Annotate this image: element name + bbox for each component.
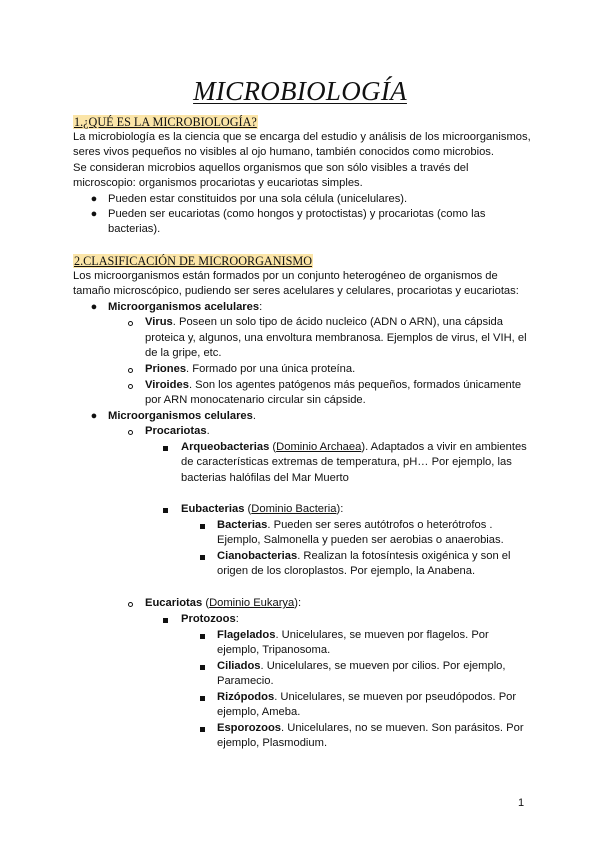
procariotas-suffix: . <box>206 425 210 437</box>
esporozoos-name: Esporozoos <box>217 722 282 734</box>
virus-name: Virus <box>145 316 173 328</box>
document-title: MICROBIOLOGÍA <box>193 76 407 106</box>
eucariotas-close: ): <box>294 597 302 609</box>
eucariotas-label: Eucariotas <box>145 597 203 609</box>
celulares-label: Microorganismos celulares <box>108 410 253 422</box>
eubacterias-close: ): <box>336 503 344 515</box>
bullet-square-icon <box>200 524 205 529</box>
bullet-square-icon <box>163 508 168 513</box>
acelulares-item <box>108 300 262 316</box>
bullet-square-icon <box>200 665 205 670</box>
section-1-line-3: Se consideran microbios aquellos organismos que son sólo visibles a través del <box>73 162 469 174</box>
procariotas-item <box>145 424 210 440</box>
ciano-line-2: origen de los cloroplastos. Por ejemplo, la Anabena. <box>217 565 476 577</box>
viroides-line-1 <box>145 378 521 394</box>
section-1-heading-text: 1.¿QUÉ ES LA MICROBIOLOGÍA? <box>74 115 257 129</box>
flagelados-line-2: ejemplo, Tripanosoma. <box>217 644 331 656</box>
page-number: 1 <box>518 797 525 809</box>
acelulares-label: Microorganismos acelulares <box>108 301 260 313</box>
section-1-bullet-2-cont: bacterias). <box>108 223 161 235</box>
bacterias-text-1: . Pueden ser seres autótrofos o heterótrofos . <box>267 519 493 531</box>
arqueo-text-1: ). Adaptados a vivir en ambientes <box>361 441 527 453</box>
bullet-square-icon <box>200 696 205 701</box>
arqueo-open: ( <box>269 441 277 453</box>
rizopodos-name: Rizópodos <box>217 691 275 703</box>
esporozoos-line-2: ejemplo, Plasmodium. <box>217 737 328 749</box>
section-1-line-4: microscopio: organismos procariotas y eucariotas simples. <box>73 177 363 189</box>
section-1-line-2: seres vivos pequeños no visibles al ojo humano, también conocidos como microbios. <box>73 146 494 158</box>
virus-text-1: . Poseen un solo tipo de ácido nucleico (ADN o ARN), una cápsida <box>172 316 504 328</box>
eucariotas-open: ( <box>202 597 210 609</box>
virus-line-2: proteica y, algunos, una envoltura membranosa. Ejemplos de virus, el VIH, el <box>145 332 527 344</box>
arqueo-line-1 <box>181 440 527 456</box>
section-2-intro-2: tamaño microscópico, pudiendo ser seres acelulares y celulares, procariotas y eucariotas: <box>73 285 519 297</box>
viroides-line-2: por ARN monocatenario circular sin cápside. <box>145 394 366 406</box>
bacterias-name: Bacterias <box>217 519 268 531</box>
ciliados-text-1: . Unicelulares, se mueven por cilios. Por ejemplo, <box>260 660 506 672</box>
viroides-name: Viroides <box>145 379 189 391</box>
bullet-circle-icon <box>128 368 133 373</box>
bullet-square-icon <box>163 618 168 623</box>
flagelados-text-1: . Unicelulares, se mueven por flagelos. Por <box>275 629 489 641</box>
priones-line <box>145 362 355 378</box>
bullet-square-icon <box>163 446 168 451</box>
section-2-heading <box>73 254 313 269</box>
bullet-square-icon <box>200 634 205 639</box>
protozoos-label: Protozoos <box>181 613 236 625</box>
acelulares-suffix: : <box>259 301 263 313</box>
arqueo-line-2: de características extremas de temperatura, pH… Por ejemplo, las <box>181 456 512 468</box>
section-1-bullet-2: Pueden ser eucariotas (como hongos y protoctistas) y procariotas (como las <box>108 208 486 220</box>
ciliados-line-2: Paramecio. <box>217 675 274 687</box>
bullet-dot-icon: ● <box>90 301 98 313</box>
bacterias-line-1 <box>217 518 493 534</box>
bullet-circle-icon <box>128 602 133 607</box>
rizopodos-text-1: . Unicelulares, se mueven por pseudópodos. Por <box>274 691 517 703</box>
arqueo-line-3: bacterias halófilas del Mar Muerto <box>181 472 349 484</box>
bacterias-line-2: Ejemplo, Salmonella y pueden ser aerobias o anaerobias. <box>217 534 504 546</box>
celulares-item <box>108 409 256 425</box>
eubacterias-domain: Dominio Bacteria <box>251 503 337 515</box>
priones-text: . Formado por una única proteína. <box>186 363 356 375</box>
section-1-heading <box>73 115 258 130</box>
section-2-intro-1: Los microorganismos están formados por un conjunto heterogéneo de organismos de <box>73 270 498 282</box>
bullet-circle-icon <box>128 430 133 435</box>
flagelados-line-1 <box>217 628 489 644</box>
bullet-circle-icon <box>128 321 133 326</box>
section-1-bullet-1: Pueden estar constituidos por una sola célula (unicelulares). <box>108 193 408 205</box>
eucariotas-item <box>145 596 301 612</box>
protozoos-suffix: : <box>235 613 239 625</box>
bullet-square-icon <box>200 727 205 732</box>
bullet-square-icon <box>200 555 205 560</box>
ciano-text-1: . Realizan la fotosíntesis oxigénica y son el <box>297 550 511 562</box>
flagelados-name: Flagelados <box>217 629 276 641</box>
protozoos-item <box>181 612 239 628</box>
ciliados-name: Ciliados <box>217 660 261 672</box>
eubacterias-open: ( <box>244 503 252 515</box>
procariotas-label: Procariotas <box>145 425 207 437</box>
eubacterias-item <box>181 502 343 518</box>
ciano-name: Cianobacterias <box>217 550 298 562</box>
bullet-dot-icon: ● <box>90 193 98 205</box>
viroides-text-1: . Son los agentes patógenos más pequeños, formados únicamente <box>188 379 522 391</box>
bullet-circle-icon <box>128 384 133 389</box>
arqueo-name: Arqueobacterias <box>181 441 270 453</box>
esporozoos-text-1: . Unicelulares, no se mueven. Son parásitos. Por <box>281 722 524 734</box>
ciliados-line-1 <box>217 659 506 675</box>
bullet-dot-icon: ● <box>90 410 98 422</box>
celulares-suffix: . <box>252 410 256 422</box>
esporozoos-line-1 <box>217 721 524 737</box>
virus-line-1 <box>145 315 503 331</box>
rizopodos-line-1 <box>217 690 516 706</box>
section-2-heading-text: 2.CLASIFICACIÓN DE MICROORGANISMO <box>74 254 313 268</box>
priones-name: Priones <box>145 363 187 375</box>
rizopodos-line-2: ejemplo, Ameba. <box>217 706 301 718</box>
eucariotas-domain: Dominio Eukarya <box>209 597 295 609</box>
eubacterias-name: Eubacterias <box>181 503 245 515</box>
section-1-line-1: La microbiología es la ciencia que se encarga del estudio y análisis de los microorganismos, <box>73 131 531 143</box>
bullet-dot-icon: ● <box>90 208 98 220</box>
arqueo-domain: Dominio Archaea <box>276 441 362 453</box>
virus-line-3: de la gripe, etc. <box>145 347 222 359</box>
ciano-line-1 <box>217 549 511 565</box>
